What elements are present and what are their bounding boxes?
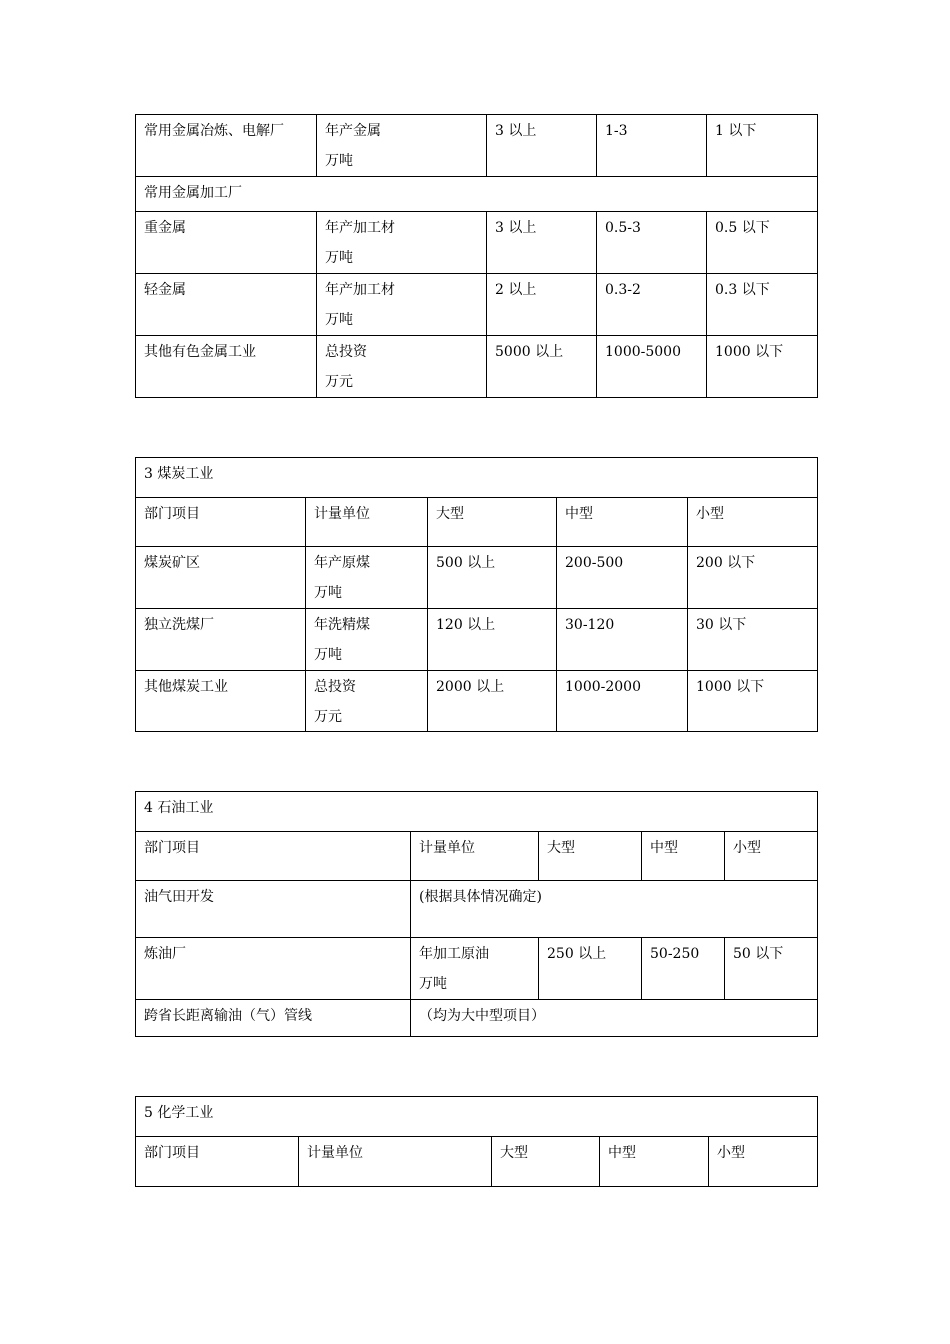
item-cell: 煤炭矿区 [136, 547, 306, 609]
table-row [136, 938, 818, 1000]
header-small: 小型 [688, 498, 818, 547]
header-small: 小型 [725, 832, 818, 881]
table-title: 3 煤炭工业 [136, 458, 818, 498]
section-row [136, 177, 818, 212]
unit-cell: 年洗精煤 万吨 [306, 609, 428, 671]
header-medium: 中型 [557, 498, 688, 547]
large-cell: 5000 以上 [487, 336, 597, 398]
small-cell: 0.5 以下 [707, 212, 818, 274]
item-cell: 其他有色金属工业 [136, 336, 317, 398]
note-cell: （均为大中型项目） [411, 1000, 818, 1037]
table-row [136, 336, 818, 398]
medium-cell: 1000-5000 [597, 336, 707, 398]
small-cell: 1000 以下 [688, 671, 818, 732]
large-cell: 2000 以上 [428, 671, 557, 732]
header-unit: 计量单位 [306, 498, 428, 547]
header-medium: 中型 [642, 832, 725, 881]
medium-cell: 50-250 [642, 938, 725, 1000]
header-row [136, 498, 818, 547]
item-cell: 轻金属 [136, 274, 317, 336]
large-cell: 2 以上 [487, 274, 597, 336]
medium-cell: 1000-2000 [557, 671, 688, 732]
header-large: 大型 [539, 832, 642, 881]
medium-cell: 0.3-2 [597, 274, 707, 336]
header-small: 小型 [709, 1137, 818, 1187]
header-unit: 计量单位 [411, 832, 539, 881]
header-row [136, 832, 818, 881]
table-row [136, 881, 818, 938]
medium-cell: 1-3 [597, 115, 707, 177]
title-row [136, 458, 818, 498]
table-row [136, 212, 818, 274]
table-title: 5 化学工业 [136, 1097, 818, 1137]
unit-cell: 年加工原油 万吨 [411, 938, 539, 1000]
metals-table [135, 114, 818, 398]
item-cell: 重金属 [136, 212, 317, 274]
table-row [136, 547, 818, 609]
section-cell: 常用金属加工厂 [136, 177, 818, 212]
small-cell: 0.3 以下 [707, 274, 818, 336]
large-cell: 120 以上 [428, 609, 557, 671]
item-cell: 常用金属冶炼、电解厂 [136, 115, 317, 177]
header-medium: 中型 [600, 1137, 709, 1187]
unit-cell: 总投资 万元 [306, 671, 428, 732]
unit-cell: 年产加工材 万吨 [317, 212, 487, 274]
header-item: 部门项目 [136, 498, 306, 547]
small-cell: 200 以下 [688, 547, 818, 609]
large-cell: 3 以上 [487, 212, 597, 274]
table-title: 4 石油工业 [136, 792, 818, 832]
medium-cell: 30-120 [557, 609, 688, 671]
header-large: 大型 [428, 498, 557, 547]
item-cell: 独立洗煤厂 [136, 609, 306, 671]
table-row [136, 274, 818, 336]
large-cell: 3 以上 [487, 115, 597, 177]
header-row [136, 1137, 818, 1187]
small-cell: 50 以下 [725, 938, 818, 1000]
header-unit: 计量单位 [299, 1137, 492, 1187]
table-row [136, 1000, 818, 1037]
title-row [136, 792, 818, 832]
header-item: 部门项目 [136, 832, 411, 881]
unit-cell: 年产加工材 万吨 [317, 274, 487, 336]
small-cell: 1 以下 [707, 115, 818, 177]
large-cell: 500 以上 [428, 547, 557, 609]
table-row [136, 671, 818, 732]
item-cell: 其他煤炭工业 [136, 671, 306, 732]
title-row [136, 1097, 818, 1137]
table-row [136, 115, 818, 177]
note-cell: (根据具体情况确定) [411, 881, 818, 938]
chemical-table [135, 1096, 818, 1187]
table-row [136, 609, 818, 671]
oil-table [135, 791, 818, 1037]
medium-cell: 0.5-3 [597, 212, 707, 274]
small-cell: 1000 以下 [707, 336, 818, 398]
small-cell: 30 以下 [688, 609, 818, 671]
item-cell: 炼油厂 [136, 938, 411, 1000]
coal-table [135, 457, 818, 732]
item-cell: 跨省长距离输油（气）管线 [136, 1000, 411, 1037]
unit-cell: 年产原煤 万吨 [306, 547, 428, 609]
unit-cell: 总投资 万元 [317, 336, 487, 398]
unit-cell: 年产金属 万吨 [317, 115, 487, 177]
medium-cell: 200-500 [557, 547, 688, 609]
large-cell: 250 以上 [539, 938, 642, 1000]
header-large: 大型 [492, 1137, 600, 1187]
item-cell: 油气田开发 [136, 881, 411, 938]
header-item: 部门项目 [136, 1137, 299, 1187]
